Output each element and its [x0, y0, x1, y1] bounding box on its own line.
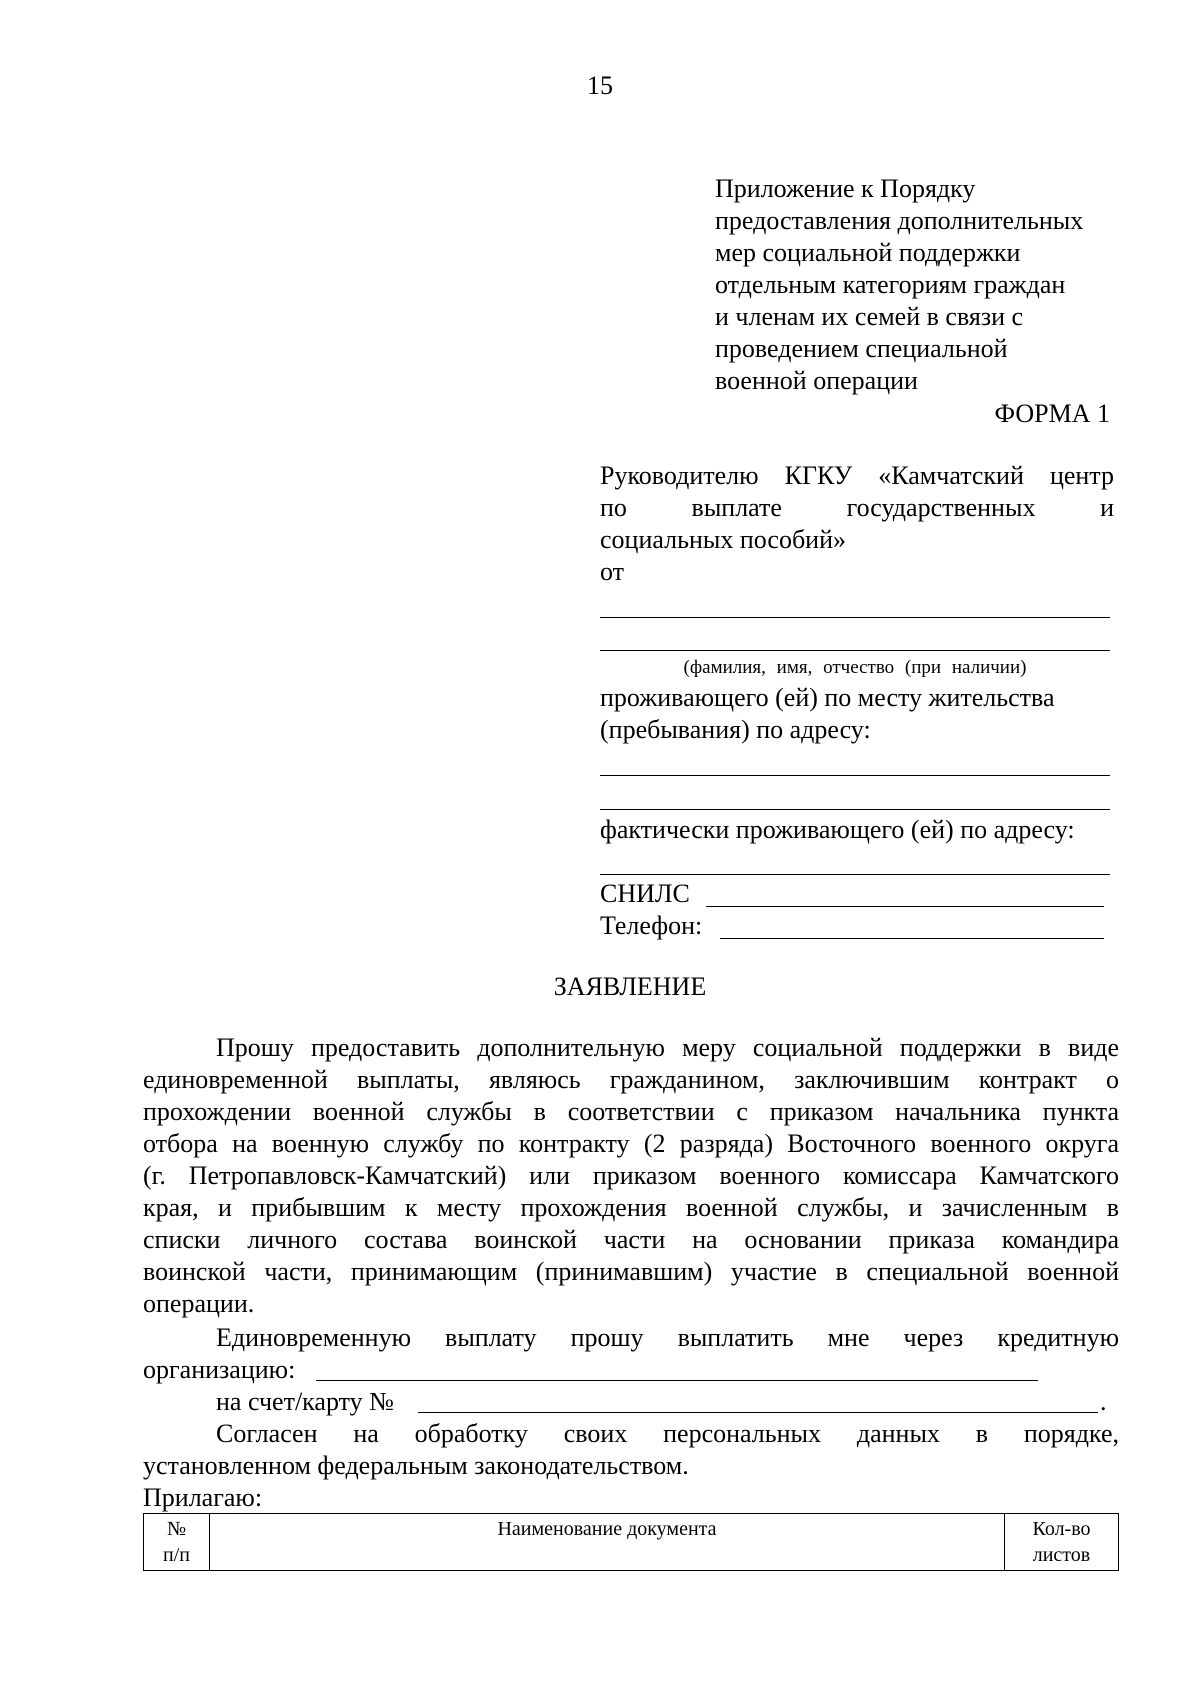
phone-field — [720, 938, 1104, 939]
body-line: края, и прибывшим к месту прохождения военной службы, и зачисленным в — [143, 1193, 1119, 1222]
addressee-line: социальных пособий» — [600, 525, 847, 554]
from-label: от — [600, 557, 625, 586]
fio-line — [600, 617, 1110, 618]
address-line — [600, 775, 1110, 776]
organization-field — [316, 1380, 1038, 1381]
col-count-label: Кол-во — [1032, 1518, 1091, 1540]
appendix-line: мер социальной поддержки — [715, 238, 1021, 267]
account-field — [418, 1412, 1098, 1413]
phone-label: Телефон: — [600, 911, 703, 940]
fio-caption: (фамилия, имя, отчество (при наличии) — [683, 657, 1027, 678]
appendix-line: и членам их семей в связи с — [715, 302, 1024, 331]
appendix-line: проведением специальной — [715, 334, 1008, 363]
col-document-header: Наименование документа — [210, 1514, 1005, 1571]
col-count-header — [1005, 1514, 1119, 1571]
address-line — [600, 809, 1110, 810]
body-line: прохождении военной службы в соответствии с приказом начальника пункта — [143, 1097, 1119, 1126]
statement-body — [143, 1032, 1119, 1320]
appendix-line: Приложение к Порядку — [715, 174, 976, 203]
col-number-header — [144, 1514, 210, 1571]
col-number-label: п/п — [163, 1544, 190, 1566]
statement-title: ЗАЯВЛЕНИЕ — [553, 972, 707, 1001]
residence-label: (пребывания) по адресу: — [600, 715, 871, 744]
addressee-line: Руководителю КГКУ «Камчатский центр — [600, 461, 1114, 490]
body-line: (г. Петропавловск-Камчатский) или приказом военного комиссара Камчатского — [143, 1161, 1119, 1190]
actual-address-line — [600, 874, 1110, 875]
col-count-label: листов — [1032, 1544, 1091, 1566]
fio-line — [600, 650, 1110, 651]
snils-field — [706, 906, 1104, 907]
appendix-line: предоставления дополнительных — [715, 206, 1084, 235]
account-end: . — [1100, 1387, 1107, 1416]
attach-label: Прилагаю: — [143, 1483, 263, 1512]
body-line: Прошу предоставить дополнительную меру социальной поддержки в виде — [216, 1033, 1119, 1062]
snils-label: СНИЛС — [600, 879, 690, 908]
body-line: операции. — [143, 1289, 255, 1318]
body-line: единовременной выплаты, являюсь гражданином, заключившим контракт о — [143, 1065, 1119, 1094]
appendix-line: отдельным категориям граждан — [715, 270, 1066, 299]
organization-label: организацию: — [143, 1355, 296, 1384]
payment-line: Единовременную выплату прошу выплатить мне через кредитную — [216, 1323, 1119, 1352]
form-label: ФОРМА 1 — [994, 399, 1110, 428]
consent-line: Согласен на обработку своих персональных данных в порядке, — [216, 1419, 1119, 1448]
addressee-line: по выплате государственных и — [600, 493, 1114, 522]
appendix-line: военной операции — [715, 366, 918, 395]
consent-line: установленном федеральным законодательством. — [143, 1451, 689, 1480]
page-number: 15 — [587, 71, 613, 100]
actual-address-label: фактически проживающего (ей) по адресу: — [600, 815, 1075, 844]
col-number-label: № — [166, 1518, 187, 1540]
body-line: отбора на военную службу по контракту (2 разряда) Восточного военного округа — [143, 1129, 1119, 1158]
table-header-row — [144, 1514, 1119, 1571]
body-line: воинской части, принимающим (принимавшим) участие в специальной военной — [143, 1257, 1119, 1286]
residence-label: проживающего (ей) по месту жительства — [600, 683, 1055, 712]
account-label: на счет/карту № — [216, 1387, 394, 1416]
attachments-table — [143, 1513, 1119, 1571]
body-line: списки личного состава воинской части на основании приказа командира — [143, 1225, 1119, 1254]
